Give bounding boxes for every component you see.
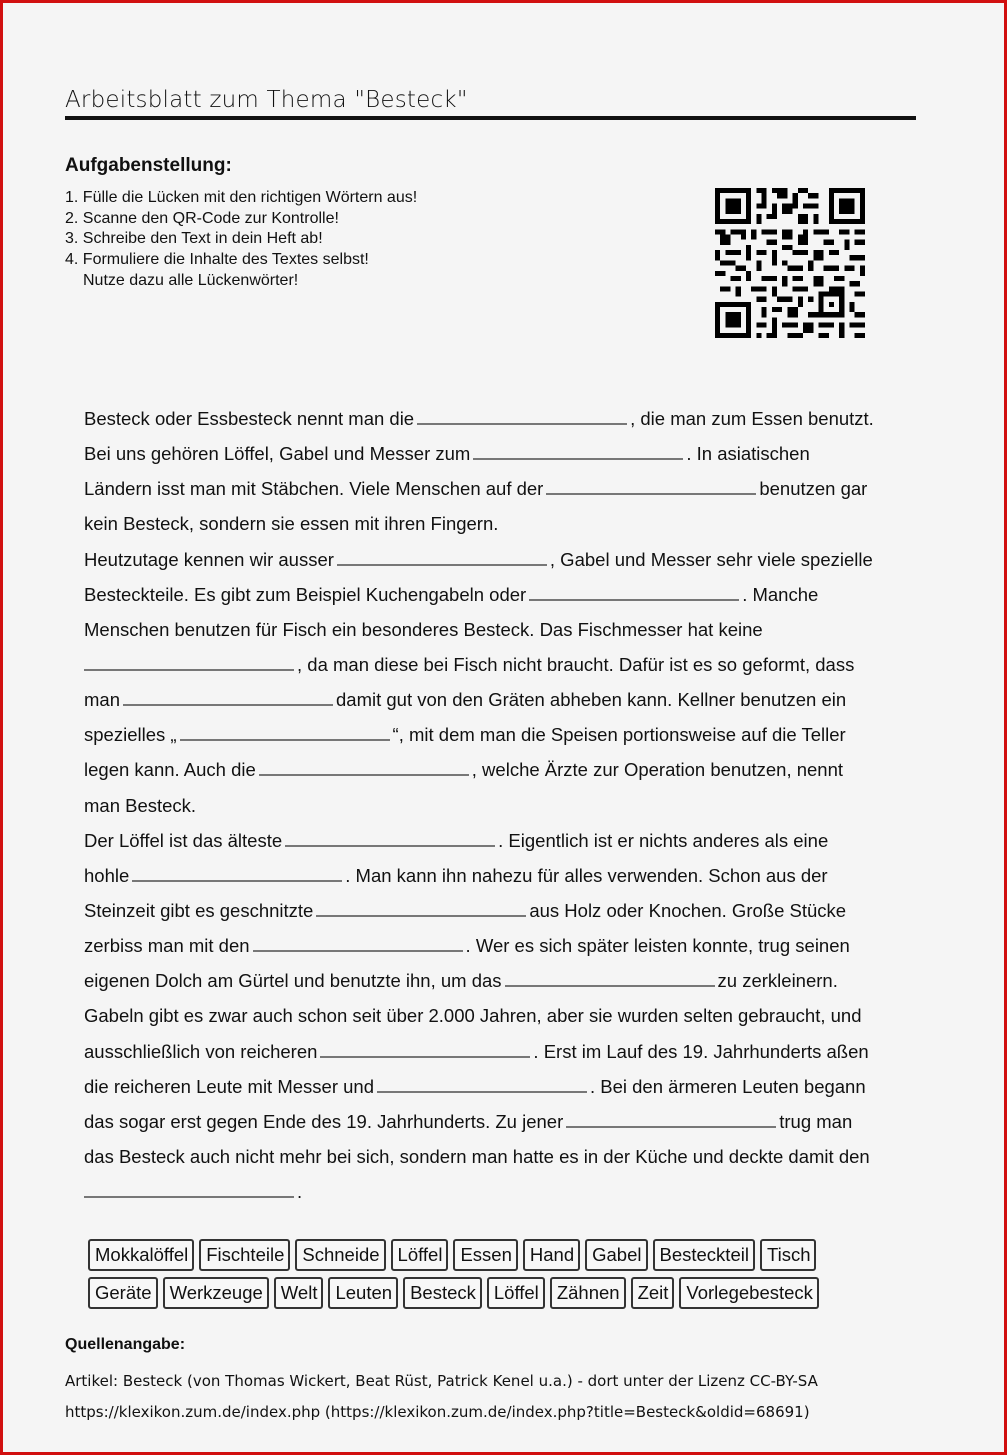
word-chip[interactable]: Essen — [453, 1239, 517, 1271]
word-bank-row — [88, 1277, 819, 1309]
word-chip[interactable]: Schneide — [295, 1239, 385, 1271]
source-url[interactable]: https://klexikon.zum.de/index.php (https://klexikon.zum.de/index.php?title=Besteck&oldid=68691) — [65, 1403, 810, 1421]
title-underline — [65, 116, 916, 120]
blank-field[interactable] — [259, 758, 469, 776]
task-item: 2. Scanne den QR-Code zur Kontrolle! — [65, 209, 339, 227]
task-item-continuation: Nutze dazu alle Lückenwörter! — [83, 271, 299, 289]
cloze-text: Besteck oder Essbesteck nennt man die , die man zum Essen benutzt. Bei uns gehören Löffel, Gabel und Messer zum . In asiatischen Ländern isst man mit Stäbchen. Viele Menschen auf der benutzen gar kein Besteck, sondern sie essen mit ihren Fingern. Heutzutage kennen wir ausser , Gabel und Messer sehr viele spezielle Besteckteile. Es gibt zum Beispiel Kuchengabeln oder . Manche Menschen benutzen für Fisch ein besonderes Besteck. Das Fischmesser hat keine , da man diese bei Fisch nicht braucht. Dafür ist es so geformt, dass man damit gut von den Gräten abheben kann. Kellner benutzen ein spezielles „ “, mit dem man die Speisen portionsweise auf die Teller legen kann. Auch die , welche Ärzte zur Operation benutzen, nennt man Besteck. Der Löffel ist das älteste . Eigentlich ist er nichts anderes als eine hohle . Man kann ihn nahezu für alles verwenden. Schon aus der Steinzeit gibt es geschnitzte aus Holz oder Knochen. Große Stücke zerbiss man mit den . Wer es sich später leisten konnte, trug seinen eigenen Dolch am Gürtel und benutzte ihn, um das zu zerkleinern. Gabeln gibt es zwar auch schon seit über 2.000 Jahren, aber sie wurden selten gebraucht, und ausschließlich von reicheren . Erst im Lauf des 19. Jahrhunderts aßen die reicheren Leute mit Messer und . Bei den ärmeren Leuten begann das sogar erst gegen Ende des 19. Jahrhunderts. Zu jener trug man das Besteck auch nicht mehr bei sich, sondern man hatte es in der Küche und deckte damit den . — [84, 408, 874, 1203]
word-chip[interactable]: Löffel — [487, 1277, 545, 1309]
word-chip[interactable]: Besteckteil — [653, 1239, 755, 1271]
blank-field[interactable] — [566, 1110, 776, 1128]
blank-field[interactable] — [285, 829, 495, 847]
blank-field[interactable] — [84, 653, 294, 671]
blank-field[interactable] — [417, 407, 627, 425]
task-list — [65, 188, 417, 292]
blank-field[interactable] — [320, 1040, 530, 1058]
blank-field[interactable] — [473, 442, 683, 460]
blank-field[interactable] — [546, 477, 756, 495]
word-chip[interactable]: Geräte — [88, 1277, 158, 1309]
word-chip[interactable]: Besteck — [403, 1277, 482, 1309]
blank-field[interactable] — [505, 969, 715, 987]
task-item: 4. Formuliere die Inhalte des Textes selbst! — [65, 251, 369, 269]
blank-field[interactable] — [84, 1180, 294, 1198]
blank-field[interactable] — [132, 864, 342, 882]
word-bank — [88, 1239, 819, 1315]
word-bank-row — [88, 1239, 819, 1271]
page-title: Arbeitsblatt zum Thema "Besteck" — [65, 87, 468, 113]
blank-field[interactable] — [123, 688, 333, 706]
word-chip[interactable]: Fischteile — [199, 1239, 290, 1271]
word-chip[interactable]: Löffel — [391, 1239, 449, 1271]
word-chip[interactable]: Gabel — [585, 1239, 647, 1271]
blank-field[interactable] — [316, 899, 526, 917]
word-chip[interactable]: Zeit — [631, 1277, 675, 1309]
word-chip[interactable]: Hand — [523, 1239, 580, 1271]
source-citation: Artikel: Besteck (von Thomas Wickert, Beat Rüst, Patrick Kenel u.a.) - dort unter der Lizenz CC-BY-SA — [65, 1372, 818, 1390]
blank-field[interactable] — [377, 1075, 587, 1093]
qr-code-icon[interactable] — [715, 188, 865, 338]
source-text — [65, 1366, 818, 1428]
word-chip[interactable]: Vorlegebesteck — [679, 1277, 819, 1309]
blank-field[interactable] — [529, 583, 739, 601]
word-chip[interactable]: Werkzeuge — [163, 1277, 269, 1309]
word-chip[interactable]: Tisch — [760, 1239, 817, 1271]
blank-field[interactable] — [253, 934, 463, 952]
blank-field[interactable] — [337, 548, 547, 566]
task-heading: Aufgabenstellung: — [65, 155, 232, 176]
word-chip[interactable]: Welt — [274, 1277, 324, 1309]
task-item: 3. Schreibe den Text in dein Heft ab! — [65, 230, 323, 248]
word-chip[interactable]: Zähnen — [550, 1277, 626, 1309]
word-chip[interactable]: Mokkalöffel — [88, 1239, 194, 1271]
source-heading: Quellenangabe: — [65, 1336, 186, 1353]
task-item: 1. Fülle die Lücken mit den richtigen Wörtern aus! — [65, 189, 418, 206]
blank-field[interactable] — [180, 723, 390, 741]
word-chip[interactable]: Leuten — [328, 1277, 398, 1309]
